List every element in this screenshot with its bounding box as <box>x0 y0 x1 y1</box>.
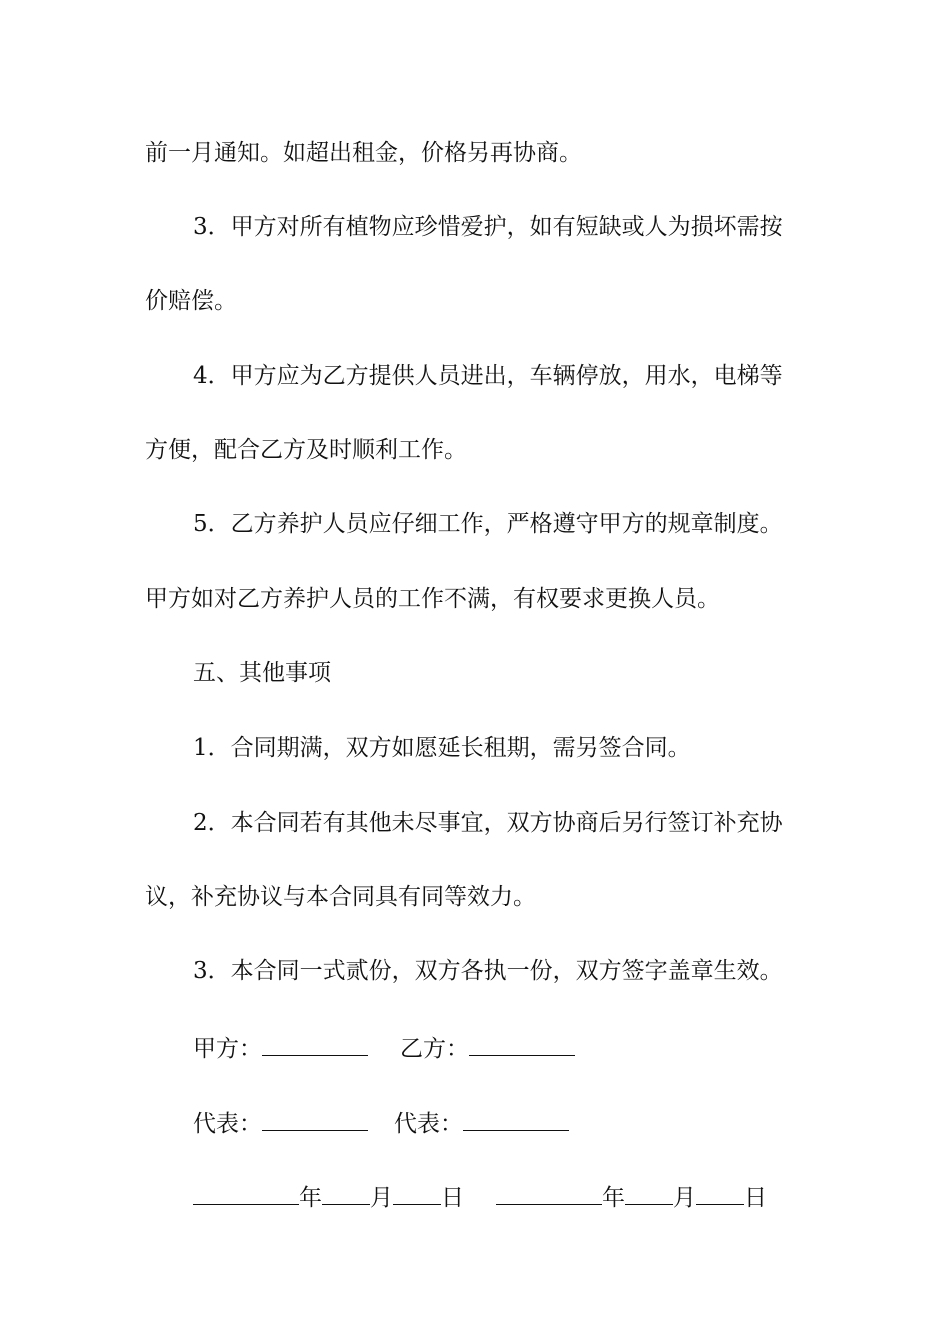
party-b-label: 乙方： <box>400 1036 469 1062</box>
date-row <box>0 1183 950 1213</box>
month-a-blank <box>322 1186 370 1205</box>
month-b-blank <box>625 1186 673 1205</box>
party-b-blank <box>469 1037 575 1056</box>
paragraph-line: 甲方如对乙方养护人员的工作不满，有权要求更换人员。 <box>145 586 720 612</box>
day-a-blank <box>393 1186 441 1205</box>
day-a-label: 日 <box>441 1185 464 1211</box>
month-b-label: 月 <box>673 1185 696 1211</box>
paragraph-line: 前一月通知。如超出租金，价格另再协商。 <box>145 140 582 166</box>
clause-5-2: 2．本合同若有其他未尽事宜，双方协商后另行签订补充协 <box>193 810 783 836</box>
month-a-label: 月 <box>370 1185 393 1211</box>
year-a-blank <box>193 1186 299 1205</box>
clause-5-3: 3．本合同一式贰份，双方各执一份，双方签字盖章生效。 <box>193 958 783 984</box>
paragraph-line: 方便，配合乙方及时顺利工作。 <box>145 437 467 463</box>
rep-a-label: 代表： <box>193 1111 262 1137</box>
clause-5-1: 1．合同期满，双方如愿延长租期，需另签合同。 <box>193 735 691 761</box>
representative-row <box>0 1109 950 1139</box>
clause-4-4: 4．甲方应为乙方提供人员进出，车辆停放，用水，电梯等 <box>193 363 783 389</box>
section-heading: 五、其他事项 <box>193 660 331 686</box>
day-b-blank <box>696 1186 744 1205</box>
year-b-blank <box>496 1186 602 1205</box>
clause-4-5: 5．乙方养护人员应仔细工作，严格遵守甲方的规章制度。 <box>193 511 783 537</box>
rep-b-label: 代表： <box>394 1111 463 1137</box>
year-b-label: 年 <box>602 1185 625 1211</box>
party-a-label: 甲方： <box>193 1036 262 1062</box>
party-a-blank <box>262 1037 368 1056</box>
rep-b-blank <box>463 1112 569 1131</box>
party-signature-row <box>0 1034 950 1064</box>
paragraph-line: 价赔偿。 <box>145 288 237 314</box>
clause-4-3: 3．甲方对所有植物应珍惜爱护，如有短缺或人为损坏需按 <box>193 214 783 240</box>
year-a-label: 年 <box>299 1185 322 1211</box>
day-b-label: 日 <box>744 1185 767 1211</box>
rep-a-blank <box>262 1112 368 1131</box>
paragraph-line: 议，补充协议与本合同具有同等效力。 <box>145 884 536 910</box>
